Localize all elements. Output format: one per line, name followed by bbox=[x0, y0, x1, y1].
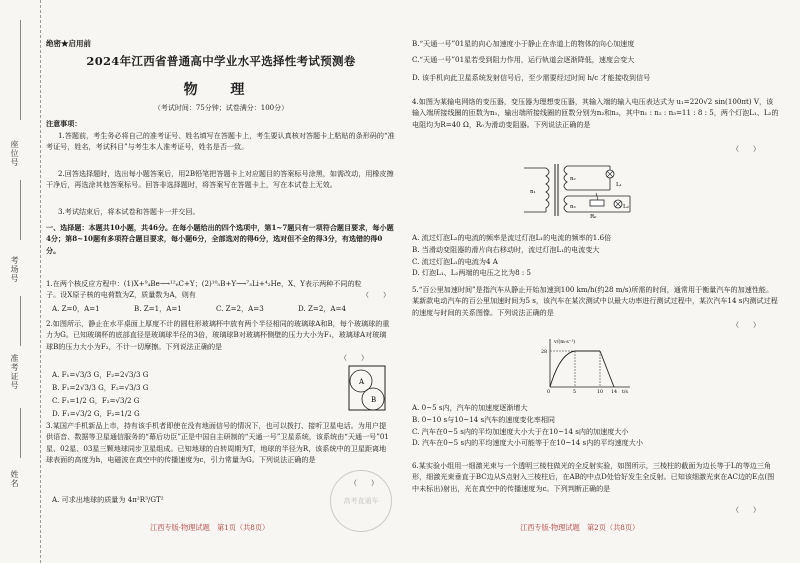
binding-line bbox=[20, 296, 21, 346]
binding-strip bbox=[0, 0, 41, 563]
confidential-mark: 绝密★启用前 bbox=[46, 39, 91, 48]
q3-option-d: D. 该手机向此卫星系统发射信号后，至少需要经过时间 h/c 才能接收到信号 bbox=[412, 73, 651, 82]
q4-options bbox=[412, 232, 780, 279]
q5-x-tick-14: 14 bbox=[611, 390, 618, 395]
q3-option-c: C.“天通一号”01星若受到阻力作用，运行轨道会逐渐降低，速度会变大 bbox=[412, 55, 635, 64]
q1-options bbox=[52, 303, 397, 314]
q2-option-b: B. F₁=2√3/3 G，F₂=√3/3 G bbox=[52, 383, 149, 392]
exam-room-label: 考场号 bbox=[10, 256, 19, 283]
binding-line bbox=[20, 20, 21, 120]
seat-number-label: 座位号 bbox=[10, 140, 19, 167]
q3-option-b: B.“天通一号”01星的向心加速度小于静止在赤道上的物体的向心加速度 bbox=[412, 39, 635, 48]
q4-option-b: B. 当滑动变阻器的滑片向右移动时，流过灯泡L₁的电流变大 bbox=[412, 244, 600, 254]
q1-option-c: C. Z=2，A=3 bbox=[216, 304, 264, 313]
q3-option-a: A. 可求出地球的质量为 4π²R³/GT² bbox=[52, 495, 164, 504]
time-info: （考试时间：75分钟；试卷满分：100分） bbox=[153, 104, 289, 112]
q5-option-d: D. 汽车在0~5 s内的平均速度大小可能等于在10~14 s内的平均速度大小 bbox=[412, 438, 643, 448]
binding-line bbox=[20, 180, 21, 240]
q4-label-n2: n₂ bbox=[570, 176, 576, 182]
admission-number-label: 准考证号 bbox=[10, 354, 19, 390]
q4-answer-bracket: （ ） bbox=[732, 145, 760, 153]
q1-option-d: D. Z=2，A=4 bbox=[298, 304, 347, 313]
q5-y-tick: 28 bbox=[541, 350, 548, 355]
q2-answer-bracket: （ ） bbox=[340, 354, 368, 362]
q4-option-c: C. 流过灯泡L₁的电流为4 A bbox=[412, 256, 498, 266]
q2-option-d: D. F₁=√3/2 G，F₂=1/2 G bbox=[52, 409, 140, 418]
q1-option-b: B. Z=1，A=1 bbox=[134, 304, 182, 313]
q2-ball-a-label: A bbox=[359, 378, 365, 386]
q5-option-b: B. 0~10 s与10~14 s汽车的速度变化率相同 bbox=[412, 414, 556, 424]
q3-answer-bracket: （ ） bbox=[350, 479, 378, 487]
left-page-footer: 江西专版·物理试题 第1页（共8页） bbox=[150, 523, 270, 532]
notice-heading: 注意事项： bbox=[46, 119, 82, 128]
q4-label-l2: L₂ bbox=[623, 204, 629, 210]
notice-2: 2.回答选择题时，选出每小题答案后，用2B铅笔把答题卡上对应题目的答案标号涂黑，如需改动，用橡皮擦干净后，再选涂其他答案标号。回答非选择题时，将答案写在答题卡上，写在本试卷上无效。 bbox=[46, 169, 394, 190]
q1-answer-bracket: （ ） bbox=[362, 291, 390, 299]
q2-option-a: A. F₁=√3/3 G，F₂=2√3/3 G bbox=[52, 370, 149, 379]
name-label: 姓名 bbox=[10, 470, 19, 488]
q6-stem: 6.某实验小组用一细激光束与一个透明三棱柱做光的全反射实验，如图所示，三棱柱的截面为边长等于L的等边三角形，细激光束垂直于BC边从S点射入三棱柱后，在AB的中点D处恰好发生全反射。已知该细激光束在AC边的E点(图中未标出)射出，光在真空中的传播速度为c。下列判断正确的是 bbox=[412, 461, 775, 493]
q4-label-n1: n₁ bbox=[530, 189, 536, 195]
q5-answer-bracket: （ ） bbox=[732, 321, 760, 329]
q2-ball-b-label: B bbox=[371, 396, 377, 404]
q4-label-l1: L₁ bbox=[616, 182, 622, 188]
q5-x-tick-10: 10 bbox=[597, 390, 604, 395]
q4-option-d: D. 灯泡L₁、L₂两端的电压之比为8 : 5 bbox=[412, 268, 532, 278]
notice-1: 1.答题前，考生务必将自己的准考证号、姓名填写在答题卡上，考生要认真核对答题卡上粘贴的条形码的“准考证号，姓名，考试科目”与考生本人准考证号，姓名是否一致。 bbox=[46, 131, 395, 152]
subject-title: 物 理 bbox=[183, 82, 259, 98]
q2-option-c: C. F₁=1/2 G，F₂=√3/2 G bbox=[52, 396, 140, 405]
q4-label-r0: R₀ bbox=[590, 214, 597, 220]
section-1-heading: 一、选择题：本题共10小题，共46分。在每小题给出的四个选项中，第1~7题只有一项符合题目要求，每小题4分；第8~10题有多项符合题目要求，每小题6分，全部选对的得6分，选对但不全的得3分，有选错的得0分。 bbox=[46, 223, 394, 255]
q5-x-axis-label: t/s bbox=[622, 390, 629, 395]
q5-velocity-time-graph bbox=[540, 335, 635, 397]
q5-options bbox=[412, 402, 780, 449]
q5-x-tick-0: 0 bbox=[547, 390, 551, 395]
q2-options bbox=[52, 368, 342, 420]
q5-option-a: A. 0~5 s内，汽车的加速度逐渐增大 bbox=[412, 403, 528, 412]
q2-stem: 2.如图所示，静止在水平桌面上厚度不计的圆柱形玻璃杯中放有两个半径相同的玻璃球A和B，每个玻璃球的重力为G。已知玻璃杯的底部直径是玻璃球半径的3倍，玻璃球B对玻璃杯侧壁的压力大小为F₁，玻璃球A对玻璃球B的压力大小为F₂，不计一切摩擦。下列说法正确的是 bbox=[46, 319, 390, 351]
right-page-footer: 江西专版·物理试题 第2页（共8页） bbox=[520, 523, 640, 532]
q5-option-c: C. 汽车在0~5 s内的平均加速度大小大于在10~14 s内的加速度大小 bbox=[412, 426, 629, 436]
q4-transformer-figure bbox=[520, 158, 640, 222]
q1-stem: 1.在两个核反应方程中：(1)X+⁹₄Be⟶¹²₆C+Y；(2)¹⁰₅B+Y⟶⁷₃Li+⁴₂He，X、Y表示两种不同的粒子。设X原子核的电荷数为Z，质量数为A，则有 bbox=[46, 279, 362, 300]
exam-title: 2024年江西省普通高中学业水平选择性考试预测卷 bbox=[86, 54, 356, 68]
q4-label-n3: n₃ bbox=[570, 204, 576, 210]
q5-y-axis-label: v/(m·s⁻¹) bbox=[554, 340, 576, 345]
q4-stem: 4.如图为某输电网络的变压器，变压器为理想变压器，其输入端的输入电压表达式为 u₁=220√2 sin(100πt) V，该输入端所接线圈的匝数为n₁，输出端所接线圈的匝数分别为n₂和n₃，其中n₁ : n₂ : n₃=11 : 8 : 5，两个灯泡L₁、L₂的电阻均为R=40 Ω，R₀为滑动变阻器。下列说法正确的是 bbox=[412, 97, 779, 129]
q5-x-tick-5: 5 bbox=[573, 390, 577, 395]
binding-line bbox=[20, 408, 21, 458]
watermark-stamp: 高考直通车 bbox=[330, 470, 392, 532]
q2-cup-figure bbox=[345, 362, 390, 414]
q1-option-a: A. Z=0，A=1 bbox=[52, 304, 100, 313]
q5-stem: 5.“百公里加速时间”是指汽车从静止开始加速到100 km/h(约28 m/s)所需的时间，通常用于衡量汽车的加速性能。某新款电动汽车的百公里加速时间为5 s，该汽车在某次测试中以最大功率进行测试过程中，某次汽车14 s内测试过程的速度与时间的关系图像。下列说法正确的是 bbox=[412, 285, 778, 317]
q4-option-a: A. 流过灯泡L₂的电流的频率是流过灯泡L₁的电流的频率的1.6倍 bbox=[412, 233, 612, 242]
q3-stem: 3.某国产手机新品上市，持有该手机者即使在没有地面信号的情况下，也可以拨打、接听卫星电话。为用户提供语音、数据等卫星通信服务的“幕后功臣”正是中国自主研制的“天通一号”卫星系统，该系统由“天通一号”01星、02星、03星三颗地球同步卫星组成。已知地球的自转周期为T，地球的半径为R，该系统中的卫星距离地球表面的高度为h，电磁波在真空中的传播速度为c，引力常量为G。下列说法正确的是 bbox=[46, 421, 389, 465]
notice-3: 3.考试结束后，将本试卷和答题卡一并交回。 bbox=[58, 207, 200, 216]
q6-answer-bracket: （ ） bbox=[732, 506, 760, 514]
